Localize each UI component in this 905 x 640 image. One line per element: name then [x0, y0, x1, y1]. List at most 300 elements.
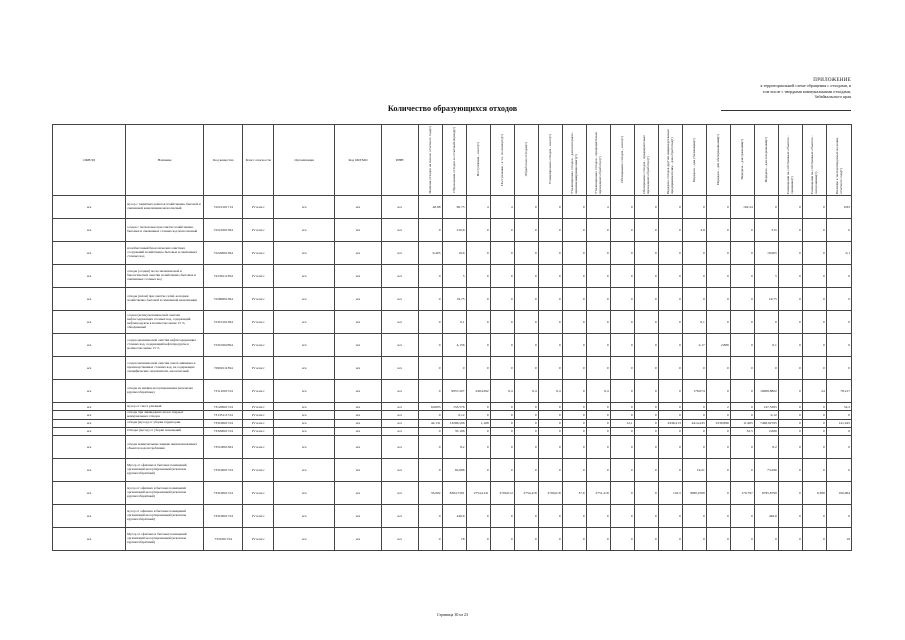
table-cell: 4414,245	[682, 419, 706, 427]
column-header-label: Утилизировано отходов - предварительно прошедших обработку(т)	[594, 131, 603, 194]
table-cell: 0	[514, 427, 538, 435]
table-cell: н/а	[334, 435, 381, 458]
table-cell: 0	[490, 403, 514, 411]
table-cell: 0	[610, 288, 634, 311]
table-cell: 0	[658, 427, 682, 435]
table-cell: 73310001724	[204, 458, 243, 481]
table-cell: 0	[562, 357, 586, 380]
column-header-label: Утилизировано отходов - для повторного применения(рециклинг)(т)	[570, 132, 579, 194]
column-header-label: Обезврежено отходов - предварительно прошедших обработку(т)	[642, 135, 651, 194]
table-cell: 0	[490, 411, 514, 420]
table-cell: 0	[514, 458, 538, 481]
table-cell: 0	[538, 427, 562, 435]
table-cell: 0	[658, 219, 682, 242]
table-cell: IV класс	[243, 419, 274, 427]
column-header: Код ОКТМО	[334, 125, 381, 196]
table-cell: 0	[826, 458, 851, 481]
table-cell: 0	[490, 357, 514, 380]
table-cell: 0	[682, 196, 706, 219]
table-cell: н/а	[334, 311, 381, 334]
table-cell: н/а	[274, 334, 335, 357]
table-cell: 0	[610, 334, 634, 357]
table-cell: 9,388	[802, 481, 826, 504]
table-cell: 0	[610, 242, 634, 265]
table-cell: 0	[778, 419, 802, 427]
table-cell: IV класс	[243, 458, 274, 481]
table-cell: 0	[682, 288, 706, 311]
table-cell: отходы (мусор) от уборки территории	[126, 419, 204, 427]
table-row	[53, 504, 852, 527]
table-cell: 0	[490, 504, 514, 527]
table-cell: 0	[466, 403, 490, 411]
column-header	[802, 125, 826, 196]
page-footer: Страница 30 из 23	[436, 612, 469, 617]
table-cell: 0,4	[586, 380, 610, 403]
column-header-label: Передача - для обезвреживания(т)	[716, 134, 721, 185]
table-cell: 0	[730, 242, 754, 265]
table-cell: 0	[802, 527, 826, 550]
table-cell: 0	[778, 288, 802, 311]
table-cell: н/а	[53, 288, 126, 311]
table-cell: 0	[658, 288, 682, 311]
table-row	[53, 458, 852, 481]
table-cell: 102,24	[730, 196, 754, 219]
table-cell: 73135111724	[204, 411, 243, 420]
table-cell: 11,965	[730, 419, 754, 427]
table-cell: 19,6	[442, 242, 466, 265]
column-header-label: Передача отходов другим индивидуальным предпринимателям - для обработки(т)	[666, 129, 675, 194]
table-cell: н/а	[53, 527, 126, 550]
table-cell: 0	[490, 334, 514, 357]
table-cell: 0	[562, 334, 586, 357]
table-cell: 100,064	[826, 481, 851, 504]
table-cell: 0	[778, 427, 802, 435]
table-cell: 0	[634, 403, 658, 411]
table-cell: н/а	[274, 288, 335, 311]
table-cell: 5	[442, 265, 466, 288]
table-cell: Мусор от офисных и бытовых помещений организаций несортированный (исключая крупногабаритный)	[126, 527, 204, 550]
table-row	[53, 334, 852, 357]
table-cell: 0	[538, 419, 562, 427]
table-cell: 0	[706, 288, 730, 311]
table-cell: IV класс	[243, 288, 274, 311]
table-cell: 0	[682, 242, 706, 265]
table-cell: 2709,014	[490, 481, 514, 504]
table-cell: н/а	[53, 311, 126, 334]
table-cell: мусор от офисных и бытовых помещений организаций несортированный (исключая крупногабаритный)	[126, 481, 204, 504]
table-cell: 0	[562, 419, 586, 427]
table-cell: 0	[586, 334, 610, 357]
table-row	[53, 411, 852, 420]
column-header-label: Обработано отходов(т)	[524, 142, 529, 177]
table-cell: 0	[754, 357, 778, 380]
table-cell: 446,6	[754, 504, 778, 527]
table-cell: 0	[634, 458, 658, 481]
table-cell: 0,1	[682, 311, 706, 334]
table-cell: 7331001724	[204, 527, 243, 550]
table-cell: 2,17	[682, 334, 706, 357]
table-cell: 0	[730, 411, 754, 420]
column-header-label: Поступление - в т.ч. по импорту(т)	[500, 133, 505, 186]
table-cell: 73310001724	[204, 481, 243, 504]
table-cell: 0	[466, 527, 490, 550]
appendix-title: ПРИЛОЖЕНИЕ	[813, 78, 851, 83]
table-cell: 3,8	[682, 219, 706, 242]
table-cell: 0	[706, 504, 730, 527]
table-cell: 0	[802, 311, 826, 334]
table-cell: 0,0005	[418, 403, 442, 411]
table-cell: н/а	[53, 334, 126, 357]
table-row	[53, 265, 852, 288]
table-cell: 0,12	[754, 411, 778, 420]
table-cell: н/а	[334, 265, 381, 288]
table-cell: 0	[730, 527, 754, 550]
table-cell: 0	[562, 403, 586, 411]
table-cell: н/а	[334, 196, 381, 219]
table-cell: IV класс	[243, 265, 274, 288]
table-cell: н/а	[53, 196, 126, 219]
table-cell: н/а	[334, 481, 381, 504]
table-cell: 0	[658, 403, 682, 411]
table-cell: 0	[634, 288, 658, 311]
table-cell: 0	[634, 427, 658, 435]
table-cell: н/а	[334, 357, 381, 380]
table-cell: 72901011394	[204, 357, 243, 380]
table-cell: 0	[418, 357, 442, 380]
waste-table	[52, 124, 852, 551]
column-header	[682, 125, 706, 196]
table-cell: 0	[658, 196, 682, 219]
table-row	[53, 311, 852, 334]
table-cell: 18	[826, 527, 851, 550]
table-cell: н/а	[334, 380, 381, 403]
table-cell: 0	[586, 242, 610, 265]
column-header	[610, 125, 634, 196]
table-cell: 0	[730, 380, 754, 403]
table-row	[53, 288, 852, 311]
table-cell: Отходы (мусор) от уборки помещений	[126, 427, 204, 435]
table-cell: 9957,207	[442, 380, 466, 403]
column-header-label: Поступление - всего(т)	[476, 142, 481, 177]
table-row	[53, 481, 852, 504]
table-cell: 0,4	[538, 380, 562, 403]
table-cell: 0	[778, 411, 802, 420]
table-cell: 8795,8799	[754, 481, 778, 504]
table-cell: 248,2292	[466, 380, 490, 403]
table-cell: 24	[802, 380, 826, 403]
table-cell: 0	[706, 411, 730, 420]
table-cell: 0	[634, 334, 658, 357]
appendix-line: том числе с твердыми коммунальными отходами,	[762, 88, 851, 94]
table-cell: 0	[538, 288, 562, 311]
table-cell: IV класс	[243, 504, 274, 527]
table-cell: 0	[538, 458, 562, 481]
table-cell: 315	[754, 219, 778, 242]
table-cell: 0	[538, 242, 562, 265]
table-cell: 0	[466, 242, 490, 265]
table-cell: 0	[730, 265, 754, 288]
table-cell: н/а	[334, 527, 381, 550]
table-cell: IV класс	[243, 196, 274, 219]
column-header-label: Размещение на собственных объектах - захоронение(т)	[810, 135, 819, 194]
table-cell: 0	[514, 219, 538, 242]
column-header	[562, 125, 586, 196]
table-cell: 0	[706, 196, 730, 219]
table-cell: 0	[706, 311, 730, 334]
column-header	[826, 125, 851, 196]
table-cell: 0	[682, 411, 706, 420]
table-cell: н/а	[53, 411, 126, 420]
table-cell: н/а	[53, 504, 126, 527]
column-header-label: Передача - для хранения(т)	[740, 139, 745, 180]
table-cell: 0	[562, 427, 586, 435]
table-cell: осадок с песколовок при очистке хозяйственно-бытовых и смешанных сточных вод малоопасный	[126, 219, 204, 242]
table-cell: н/а	[53, 419, 126, 427]
table-cell: 0	[418, 504, 442, 527]
table-cell: 72310101394	[204, 311, 243, 334]
table-cell: 0	[610, 380, 634, 403]
table-cell: 0	[826, 265, 851, 288]
table-cell: н/а	[381, 334, 418, 357]
table-cell: 2,886	[706, 334, 730, 357]
column-header-label: Размещение на собственных объектах - хранение(т)	[786, 135, 795, 194]
table-cell: 4	[490, 196, 514, 219]
table-cell: 0	[610, 481, 634, 504]
column-header-label: Образование отходов за отчетный период(т)	[452, 126, 457, 193]
table-cell: 4	[466, 196, 490, 219]
table-row	[53, 357, 852, 380]
table-cell: 0	[610, 411, 634, 420]
table-cell: 0	[778, 311, 802, 334]
table-cell: 7498,02795	[754, 419, 778, 427]
table-cell: IV класс	[243, 311, 274, 334]
table-cell: осадок механической очистки нефтесодержащих сточных вод, содержащий нефтепродукты в количестве менее 15 %	[126, 334, 204, 357]
column-header	[706, 125, 730, 196]
table-cell: 0	[418, 435, 442, 458]
column-header	[490, 125, 514, 196]
table-cell: 0	[730, 357, 754, 380]
table-cell: 12,1	[610, 419, 634, 427]
table-cell: 0	[634, 265, 658, 288]
table-cell: 446,6	[442, 504, 466, 527]
column-header-label: Передача - для захоронения(т)	[764, 136, 769, 183]
table-cell: отходы коммунальные жидкие неканализованных объектов водопотребления	[126, 435, 204, 458]
table-cell: 0	[706, 427, 730, 435]
table-cell: 0	[562, 527, 586, 550]
table-cell: 0,1	[754, 334, 778, 357]
table-cell: 0,1	[442, 311, 466, 334]
table-cell: 0	[514, 504, 538, 527]
table-cell: 0	[634, 481, 658, 504]
table-cell: н/а	[381, 265, 418, 288]
table-cell: 0	[562, 411, 586, 420]
table-cell: 4,156	[442, 334, 466, 357]
table-cell: н/а	[381, 219, 418, 242]
table-cell: 0	[658, 435, 682, 458]
table-cell: 0	[586, 427, 610, 435]
table-cell: 0	[634, 196, 658, 219]
table-cell: 0	[514, 411, 538, 420]
table-cell: 0	[418, 411, 442, 420]
table-cell: 0	[586, 527, 610, 550]
table-cell: 0	[802, 403, 826, 411]
table-cell: 2530,896	[706, 419, 730, 427]
table-cell: 0	[658, 458, 682, 481]
table-cell: 0	[466, 427, 490, 435]
table-cell: н/а	[274, 435, 335, 458]
table-cell: 0	[514, 435, 538, 458]
table-cell: 0	[514, 334, 538, 357]
table-cell: 72280001394	[204, 288, 243, 311]
table-cell: 0	[778, 481, 802, 504]
column-header-label: Утилизировано отходов - всего(т)	[548, 134, 553, 185]
table-cell: 2751,418	[586, 481, 610, 504]
table-cell: 73111001724	[204, 380, 243, 403]
table-cell: н/а	[274, 427, 335, 435]
table-cell: 90,75	[442, 196, 466, 219]
table-cell: IV класс	[243, 481, 274, 504]
table-cell: 0	[634, 419, 658, 427]
table-row	[53, 527, 852, 550]
column-header	[418, 125, 442, 196]
table-cell: 0	[586, 265, 610, 288]
table-cell: н/а	[381, 357, 418, 380]
table-cell: 0	[658, 357, 682, 380]
column-header-label: Наличие отходов на начало отчетного года(т)	[428, 125, 433, 194]
table-cell: н/а	[274, 380, 335, 403]
table-header-row	[53, 125, 852, 196]
table-cell: 0	[802, 334, 826, 357]
table-cell: 0	[634, 435, 658, 458]
table-cell: отходы (шлам) при очистке сетей, колодцев хозяйственно-бытовой и смешанной канализации	[126, 288, 204, 311]
table-cell: 0	[514, 357, 538, 380]
column-header	[442, 125, 466, 196]
table-cell: 2709,018	[538, 481, 562, 504]
table-cell: 0	[538, 196, 562, 219]
table-cell: 0	[658, 311, 682, 334]
table-cell: 0	[802, 265, 826, 288]
table-cell: 0	[586, 403, 610, 411]
table-cell: 0	[610, 403, 634, 411]
table-cell: н/а	[334, 411, 381, 420]
table-cell: 0	[418, 311, 442, 334]
table-cell: н/а	[334, 334, 381, 357]
table-cell: 13296,506	[442, 419, 466, 427]
table-cell: 19,905	[754, 242, 778, 265]
table-cell: 0	[418, 219, 442, 242]
table-cell: 4	[586, 196, 610, 219]
table-cell: 0	[802, 196, 826, 219]
table-cell: 0	[826, 357, 851, 380]
table-cell: 0	[802, 419, 826, 427]
table-row	[53, 403, 852, 411]
table-cell: 0	[706, 265, 730, 288]
table-cell: 35,106	[442, 427, 466, 435]
table-cell: 0,4	[514, 380, 538, 403]
table-cell: IV класс	[243, 427, 274, 435]
table-cell: 0	[730, 458, 754, 481]
table-cell: 0	[562, 458, 586, 481]
table-cell: 72220001394	[204, 242, 243, 265]
column-header: Название	[126, 125, 204, 196]
column-header	[514, 125, 538, 196]
table-cell: 0	[538, 219, 562, 242]
table-cell: 0	[490, 219, 514, 242]
table-cell: н/а	[274, 504, 335, 527]
table-cell: 2754,2141	[466, 481, 490, 504]
table-cell: 141,245	[826, 419, 851, 427]
table-cell: 0	[682, 527, 706, 550]
table-cell: н/а	[381, 411, 418, 420]
table-cell: 0	[514, 288, 538, 311]
table-cell: 0	[658, 504, 682, 527]
table-cell: 2,606	[754, 427, 778, 435]
table-cell: IV класс	[243, 219, 274, 242]
table-cell: 48,88	[418, 196, 442, 219]
table-cell: 0	[610, 265, 634, 288]
table-cell: 0	[826, 504, 851, 527]
table-cell: 0,1	[826, 242, 851, 265]
table-cell: 0	[754, 196, 778, 219]
table-row	[53, 196, 852, 219]
table-cell: 0	[538, 334, 562, 357]
table-cell: 0	[634, 219, 658, 242]
table-cell: 72210201394	[204, 219, 243, 242]
table-cell: 73,296	[754, 458, 778, 481]
table-cell: н/а	[334, 403, 381, 411]
table-cell: 0	[802, 435, 826, 458]
column-header: ОКВЭД	[53, 125, 126, 196]
table-cell: 0	[538, 265, 562, 288]
table-cell: н/а	[334, 242, 381, 265]
table-cell: н/а	[334, 427, 381, 435]
table-cell: н/а	[381, 288, 418, 311]
table-cell: 0	[802, 357, 826, 380]
table-cell: IV класс	[243, 403, 274, 411]
table-cell: н/а	[53, 458, 126, 481]
table-cell: 0	[514, 196, 538, 219]
column-header	[730, 125, 754, 196]
table-cell: 0	[466, 458, 490, 481]
table-cell: 0	[682, 504, 706, 527]
table-cell: мусор от офисных и бытовых помещений организаций несортированный (исключая крупногабаритный)	[126, 504, 204, 527]
table-cell: 0	[802, 242, 826, 265]
table-cell: 8,2	[442, 435, 466, 458]
table-cell: 10008,8802	[754, 380, 778, 403]
table-cell: 19,75	[754, 288, 778, 311]
table-cell: мусор от сноса уличный	[126, 403, 204, 411]
table-cell: 0	[562, 219, 586, 242]
table-cell: IV класс	[243, 435, 274, 458]
table-cell: 0	[610, 357, 634, 380]
table-cell: 0	[634, 380, 658, 403]
table-cell: IV класс	[243, 334, 274, 357]
table-cell: 0	[706, 527, 730, 550]
table-cell: 0	[802, 504, 826, 527]
table-cell: 0	[682, 357, 706, 380]
table-cell: 0	[706, 219, 730, 242]
table-cell: 0	[706, 357, 730, 380]
table-cell: 0	[706, 242, 730, 265]
table-cell: Мусор от офисных и бытовых помещений организаций несортированный (исключая крупногабаритный)	[126, 458, 204, 481]
table-cell: 33,002	[418, 481, 442, 504]
table-cell: 0	[514, 242, 538, 265]
table-cell: 0	[466, 288, 490, 311]
table-cell: 0	[802, 411, 826, 420]
table-cell: 0	[490, 265, 514, 288]
table-cell: 0	[586, 435, 610, 458]
table-cell: 0	[490, 311, 514, 334]
